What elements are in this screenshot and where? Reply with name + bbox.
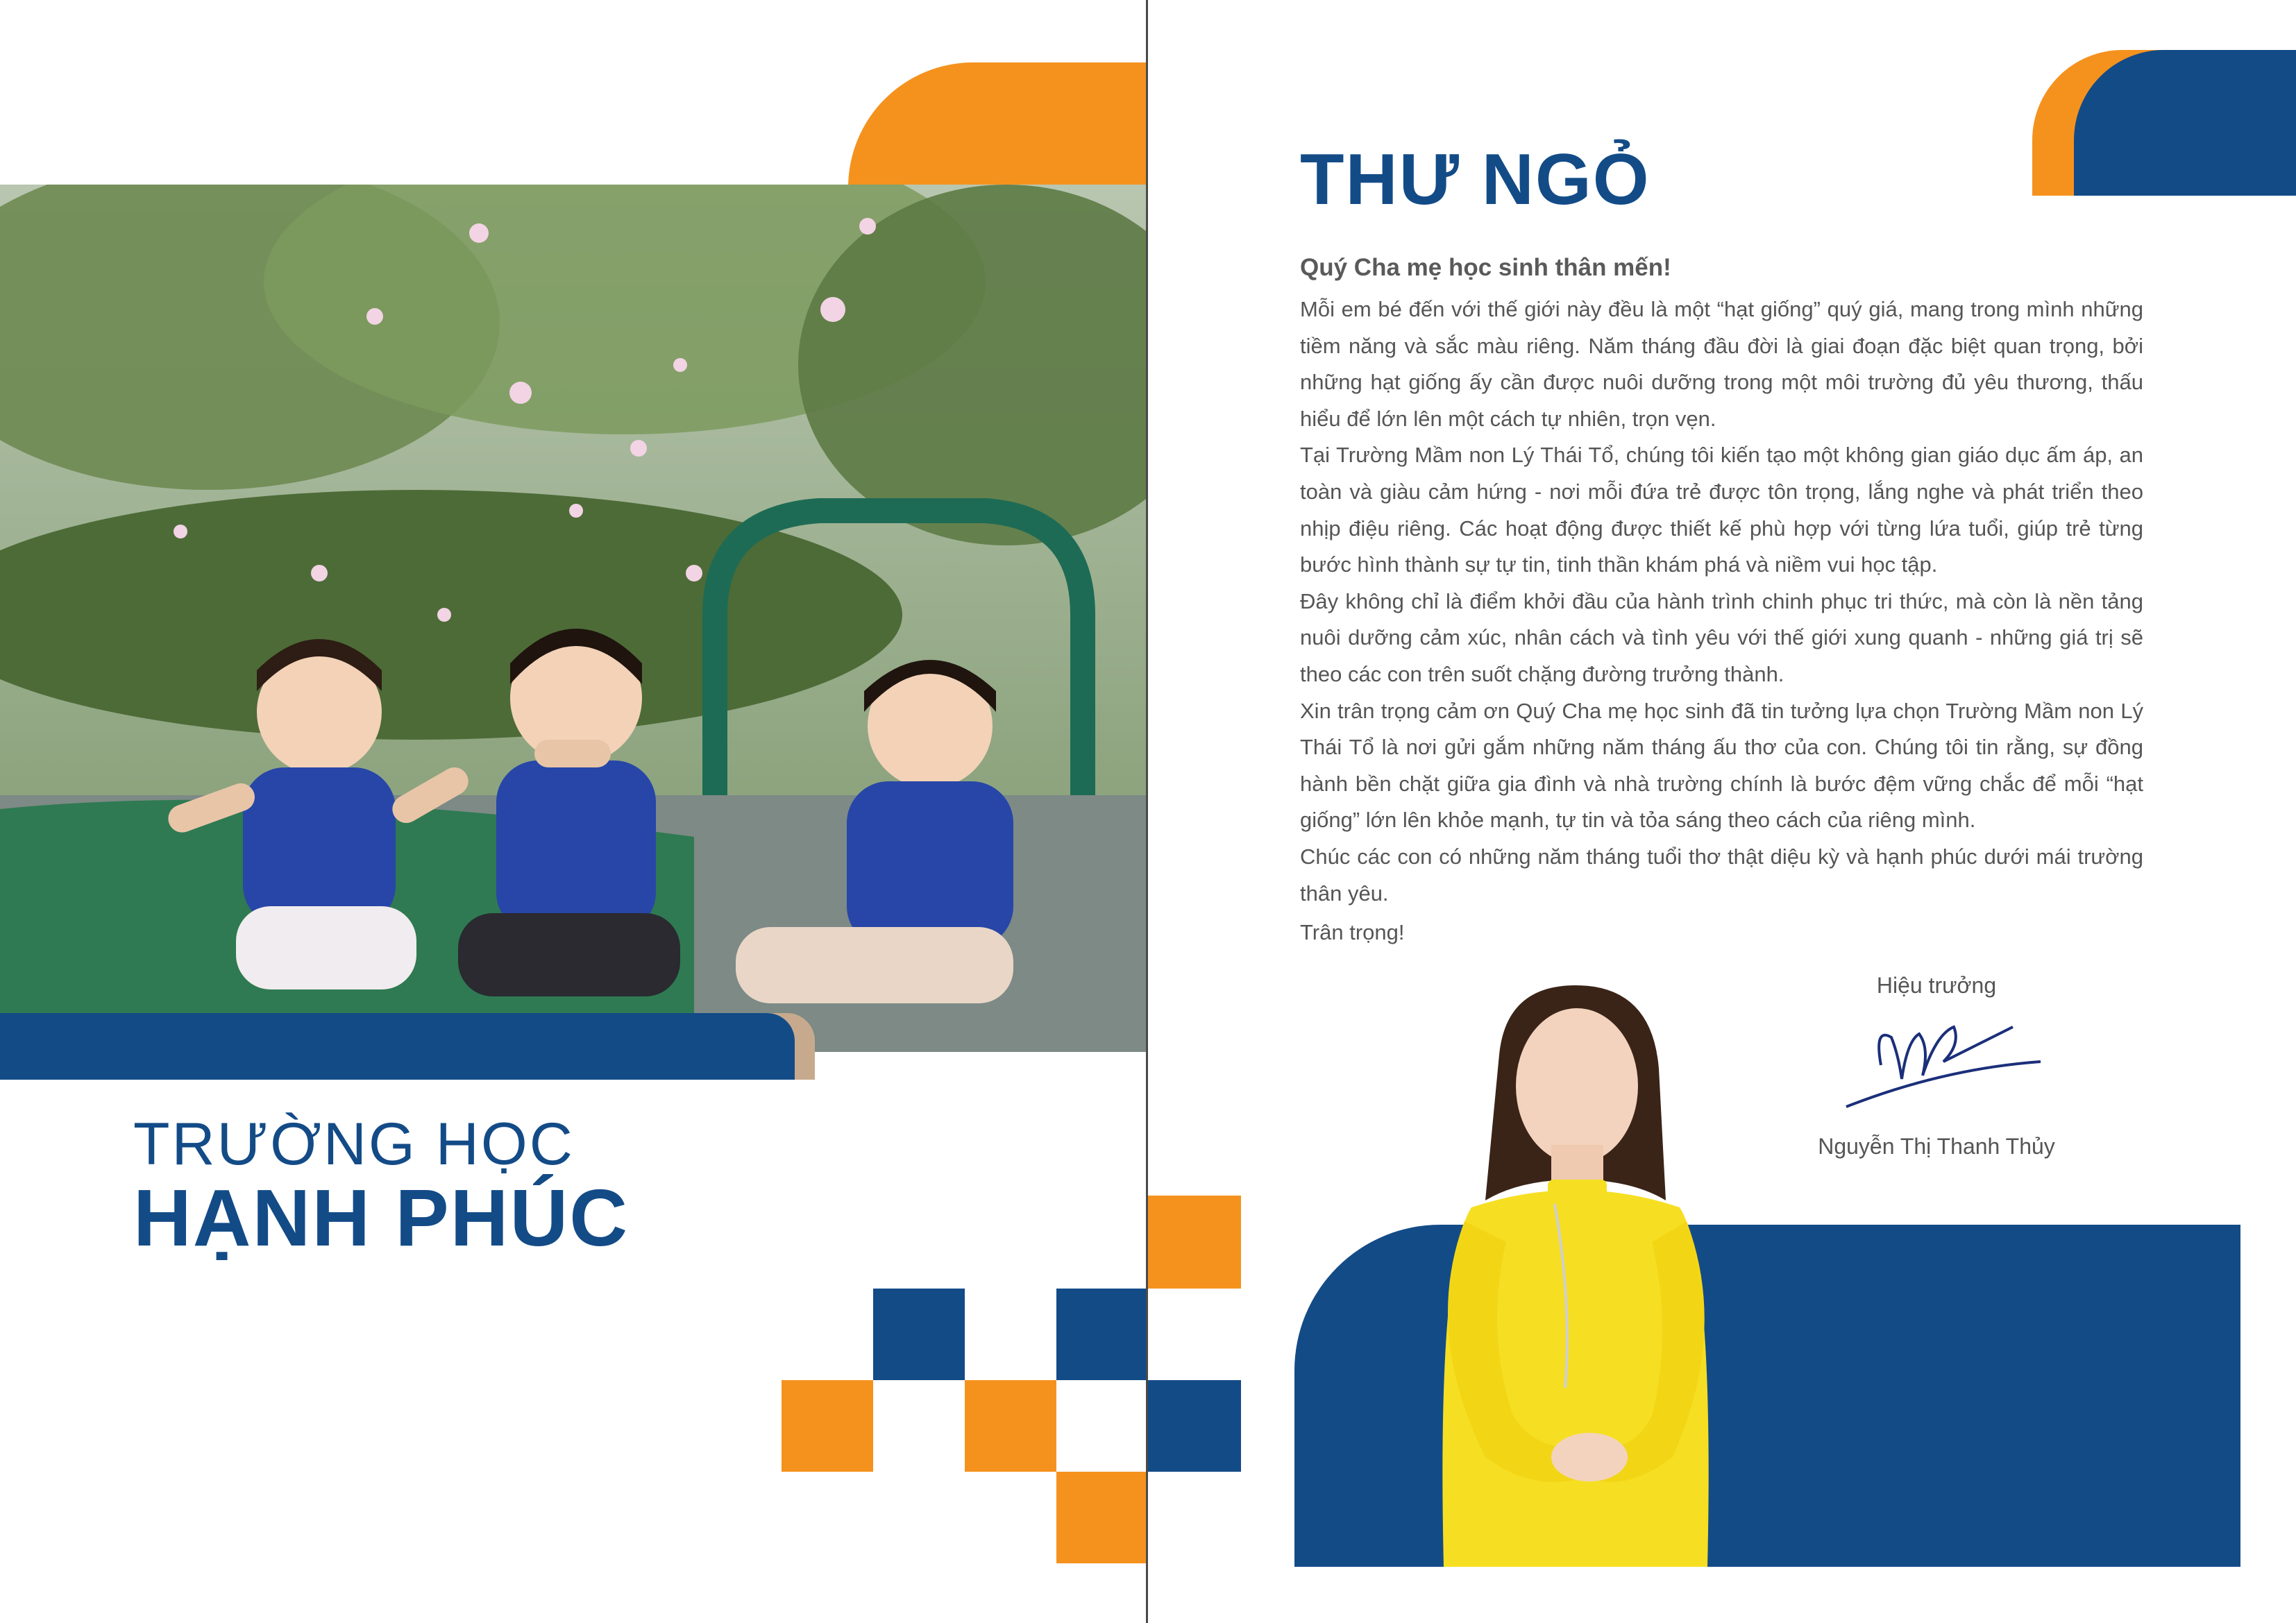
- principal-portrait: [1381, 971, 1770, 1567]
- letter-paragraph: Tại Trường Mầm non Lý Thái Tổ, chúng tôi kiến tạo một không gian giáo dục ấm áp, an toàn và giàu cảm hứng - nơi mỗi đứa trẻ được tôn trọng, lắng nghe và phát triển theo nhịp điệu riêng. Các hoạt động được thiết kế phù hợp với từng lứa tuổi, giúp trẻ từng bước hình thành sự tự tin, tinh thần khám phá và niềm vui học tập.: [1300, 443, 2143, 577]
- letter-closing: Trân trọng!: [1300, 920, 1405, 945]
- letter-paragraph: Mỗi em bé đến với thế giới này đều là một “hạt giống” quý giá, mang trong mình những tiềm năng và sắc màu riêng. Năm tháng đầu đời là giai đoạn đặc biệt quan trọng, bởi những hạt giống ấy cần được nuôi dưỡng trong một môi trường đủ yêu thương, thấu hiểu để lớn lên một cách tự nhiên, trọn vẹn.: [1300, 297, 2143, 431]
- letter-paragraph: Chúc các con có những năm tháng tuổi thơ thật diệu kỳ và hạnh phúc dưới mái trường thân yêu.: [1300, 844, 2143, 906]
- checker-square: [873, 1289, 965, 1380]
- letter-paragraph: Xin trân trọng cảm ơn Quý Cha mẹ học sinh đã tin tưởng lựa chọn Trường Mầm non Lý Thái Tổ là nơi gửi gắm những năm tháng ấu thơ của con. Chúng tôi tin rằng, sự đồng hành bền chặt giữa gia đình và nhà trường chính là bước đệm vững chắc để mỗi “hạt giống” lớn lên khỏe mạnh, tự tin và tỏa sáng theo cách của riêng mình.: [1300, 698, 2143, 833]
- checker-square: [1148, 1196, 1241, 1289]
- school-title-line1: TRƯỜNG HỌC: [133, 1111, 575, 1178]
- checker-square: [1056, 1289, 1147, 1380]
- orange-corner-shape-left: [848, 62, 1147, 187]
- checker-square: [1056, 1472, 1147, 1563]
- signature-name: Nguyễn Thị Thanh Thủy: [1818, 1134, 2055, 1159]
- letter-body: [1300, 291, 2143, 951]
- children-photo: [0, 185, 1147, 1052]
- letter-heading: THƯ NGỎ: [1300, 139, 1651, 220]
- school-title-line2: HẠNH PHÚC: [133, 1173, 629, 1263]
- blue-corner-shape-right: [2074, 50, 2296, 196]
- letter-greeting: Quý Cha mẹ học sinh thân mến!: [1300, 254, 1671, 281]
- handwritten-signature: [1832, 1013, 2054, 1117]
- checker-square: [1148, 1380, 1241, 1472]
- checker-square: [965, 1380, 1056, 1472]
- checker-square: [782, 1380, 873, 1472]
- letter-paragraph: Đây không chỉ là điểm khởi đầu của hành trình chinh phục tri thức, mà còn là nền tảng nuôi dưỡng cảm xúc, nhân cách và tình yêu với thế giới xung quanh - những giá trị sẽ theo các con trên suốt chặng đường trưởng thành.: [1300, 588, 2143, 686]
- blue-band-left: [0, 1013, 795, 1080]
- signature-role: Hiệu trưởng: [1876, 973, 1997, 998]
